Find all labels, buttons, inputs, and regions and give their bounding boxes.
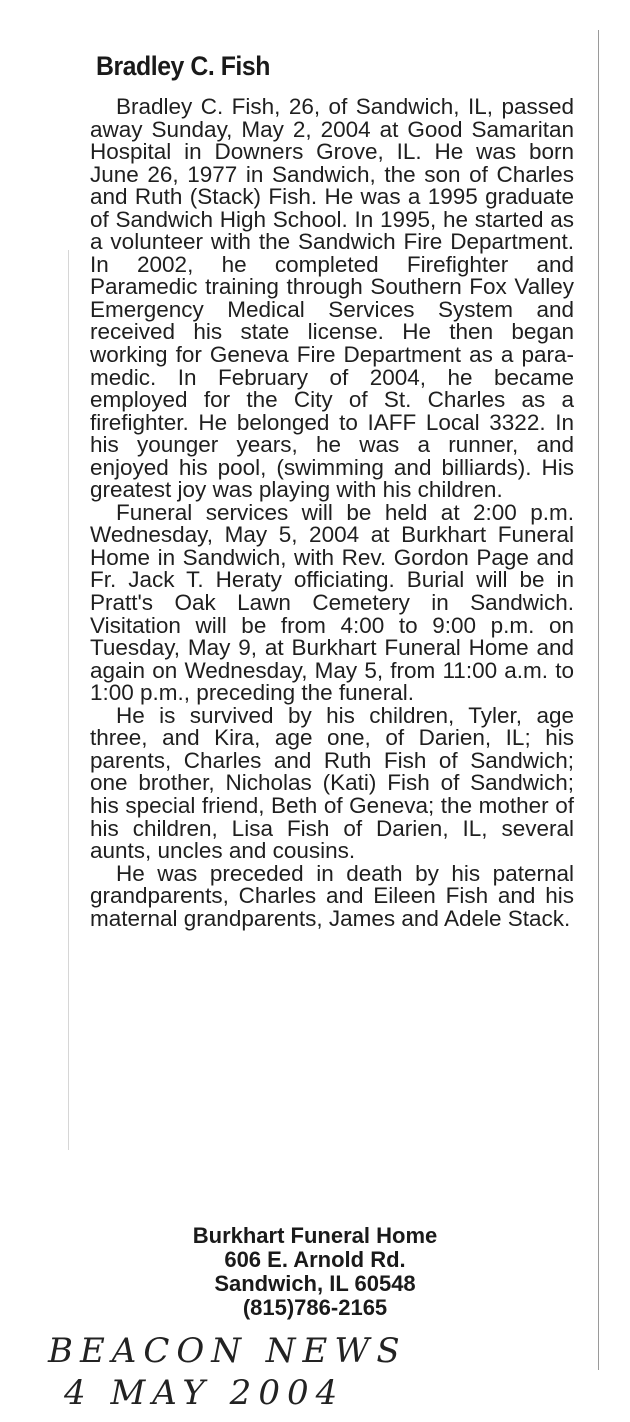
column-rule-right [598,30,599,1370]
obituary-body [90,96,574,930]
handwritten-publication: BEACON NEWS [48,1331,407,1371]
funeral-home-phone: (815)786-2165 [242,1295,388,1320]
paragraph-preceded: He was preceded in death by his paternal grandparents, Charles and Eileen Fish and his maternal grandparents, James and Adele Stack. [90,860,574,931]
funeral-home-street: 606 E. Arnold Rd. [224,1247,406,1272]
funeral-home-city: Sandwich, IL 60548 [214,1271,416,1296]
funeral-home-name: Burkhart Funeral Home [192,1223,438,1248]
handwritten-date: 4 MAY 2004 [64,1373,345,1413]
obituary-headline: Bradley C. Fish [96,51,270,81]
paragraph-services: Funeral services will be held at 2:00 p.m. Wednesday, May 5, 2004 at Burkhart Funeral Home in Sandwich, with Rev. Gordon Page and Fr. Jack T. Heraty officiating. Burial will be in Pratt's Oak Lawn Cemetery in Sandwich. Visitation will be from 4:00 to 9:00 p.m. on Tuesday, May 9, at Burkhart Funeral Home and again on Wednesday, May 5, from 11:00 a.m. to 1:00 p.m., preceding the funeral. [90,499,574,706]
paragraph-survivors: He is survived by his children, Tyler, age three, and Kira, age one, of Darien, IL; his parents, Charles and Ruth Fish of Sandwich; one brother, Nicholas (Kati) Fish of Sandwich; his special friend, Beth of Geneva; the mother of his children, Lisa Fish of Darien, IL, several aunts, uncles and cousins. [90,702,574,864]
handwritten-source-note [48,1330,468,1414]
column-rule-left [68,250,69,1150]
paragraph-biography: Bradley C. Fish, 26, of Sandwich, IL, passed away Sunday, May 2, 2004 at Good Samaritan Hospital in Downers Grove, IL. He was born June 26, 1977 in Sandwich, the son of Charles and Ruth (Stack) Fish. He was a 1995 graduate of Sandwich High School. In 1995, he started as a volunteer with the Sandwich Fire Department. In 2002, he completed Firefighter and Paramedic training through Southern Fox Valley Emergency Medical Services System and received his state license. He then began working for Geneva Fire Department as a paramedic. In February of 2004, he became employed for the City of St. Charles as a firefighter. He belonged to IAFF Local 3322. In his younger years, he was a runner, and enjoyed his pool, (swimming and billiards). His greatest joy was playing with his children. [90,94,574,503]
funeral-home-address [150,1224,480,1320]
